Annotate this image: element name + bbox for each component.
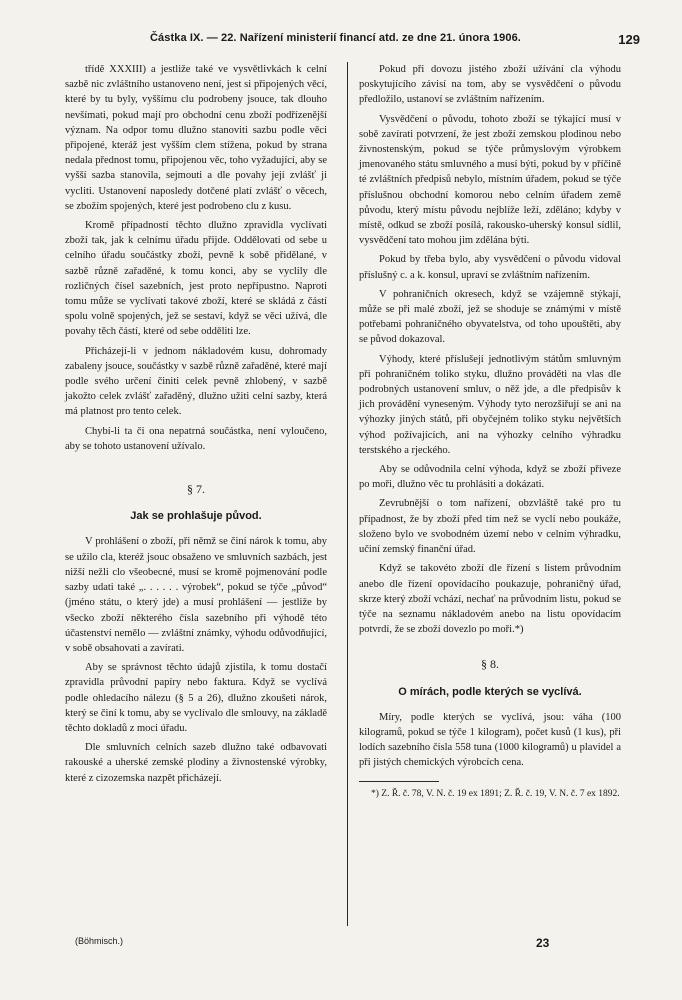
paragraph: Pokud při dovozu jistého zboží užívání cla výhodu poskytujícího závisí na tom, aby se vysvědčení o původu předložilo, ustanoví se zvláštním nařízením. xyxy=(359,64,621,106)
paragraph: třídě XXXIII) a jestliže také ve vysvětlivkách k celní sazbě nic zvláštního ustanoveno není, jest si připojených věcí, které by tu byly, vyššímu clu podrobeny jsouce, tak dlouho nevšímati, pokud mají pro obchodní cenu zboží podřízenější význam. Na odpor tomu dlužno stanoviti sazbu podle věci připojené, kteráž jest vyšším clem stížena, pokud by strana nedala přednost tomu, připojenou věc, toho vyžadující, aby se vyšší sazba stanovila, sejmouti a dle povahy její zvlášť ji vycliti. Ustanovení naposledy dotčené platí zvlášť o věcech, se zbožím spojených, které jest podrobeno clu z kusu. xyxy=(65,64,327,212)
section-title: Jak se prohlašuje původ. xyxy=(130,510,262,523)
paragraph: V pohraničních okresech, když se vzájemně stýkají, může se při malé zboží, jež se shoduje se známými v místě potřebami pohraničného obyvatelstva, od toho upouštěti, aby se původ dokazoval. xyxy=(359,288,621,346)
section-number: § 7. xyxy=(187,482,205,497)
paragraph: Aby se odůvodnila celní výhoda, když se zboží přiveze po moři, dlužno věc tu prohlásiti a dokázati. xyxy=(359,464,621,491)
footnote: *) Z. Ř. č. 78, V. N. č. 19 ex 1891; Z. Ř. č. 19, V. N. č. 7 ex 1892. xyxy=(371,788,620,799)
paragraph: Chybí-li ta či ona nepatrná součástka, není vyloučeno, aby se tohoto ustanovení užívalo. xyxy=(65,425,327,452)
paragraph: V prohlášení o zboží, při němž se činí nárok k tomu, aby se užilo cla, kteréž jsouc obsaženo ve smluvních sazbách, jest nižší nežli clo všeobecné, musí se kromě pojmenování podle sazby udati také „. . . . . . výrobek“, pokud se týče „původ“ (jméno státu, o který jde) a musí prohlášení — jestliže by všecko zboží některého čísla sazebního při výhodě této účastenství nemělo — zvláštní známky, výhodu odůvodňující, v sobě obsahovati a zavírati. xyxy=(65,536,327,654)
page-number: 129 xyxy=(618,32,640,47)
paragraph: Když se takovéto zboží dle řízení s listem průvodním anebo dle řízení opovídacího poukazuje, pohraničný úřad, skrze který zboží vchází, nechať na průvodním listu, pokud se týče na seznamu nákladovém anebo na listu opovídacím potvrdí, že se zboží dovezlo po moři.*) xyxy=(359,563,621,636)
paragraph: Výhody, které příslušejí jednotlivým státům smluvným při pohraničném toliko styku, dlužno prováděti na vlas dle podrobných ustanovení smluv, o něž jde, a dle předpisův k jich provádění vyneseným. Výhody tyto nerozšiřují se ani na výhozky jiných států, při obyčejném toliko styku největších výhod požívajících, ani na výhozky celního výhradku terstského a rjeckého. xyxy=(359,353,621,456)
paragraph: Přicházejí-li v jednom nákladovém kusu, dohromady zabaleny jsouce, součástky v sazbě různě zařaděné, které mají podle svého určení činiti celek pevně zhlobený, v sazbě jakožto celek zvlášť zařaděný, dlužno užiti celní sazby, která má platnost pro tento celek. xyxy=(65,345,327,418)
signature-mark: 23 xyxy=(536,936,550,950)
footnote-divider xyxy=(359,781,439,782)
paragraph: Vysvědčení o původu, tohoto zboží se týkající musí v sobě zavírati potvrzení, že jest zboží zemskou plodinou nebo živnostenským, pokud se týče průmyslovým výrobkem jmenovaného státu smluvného a musí býti, pokud by v příčině té zvláštních předpisů nebylo, místním úřadem, pokud se týče příslušnou obchodní komorou nebo celním úřadem země původu, který místu původu nejblíže leží, zděláno; kdyby v místě, odkud se zboží posílá, rakousko-uherský konsul sídlil, vysvědčení tato mohou jim zdělána býti. xyxy=(359,113,621,247)
right-column xyxy=(359,62,621,801)
column-divider xyxy=(347,62,348,926)
section-number: § 8. xyxy=(481,657,499,672)
paragraph: Dle smluvních celních sazeb dlužno také odbavovati rakouské a uherské zemské plodiny a živnostenské výrobky, které z cizozemska nazpět přicházejí. xyxy=(65,742,327,784)
printer-mark: (Böhmisch.) xyxy=(75,936,124,946)
section-title: O mírách, podle kterých se vyclívá. xyxy=(398,685,582,698)
paragraph: Zevrubnější o tom nařízení, obzvláště také pro tu případnost, že by zboží před tím než se vyclí nebo poukáže, složeno bylo ve svobodném území nebo v celním výhradku, učiní zemský finanční úřad. xyxy=(359,498,621,556)
paragraph: Pokud by třeba bylo, aby vysvědčení o původu vidoval příslušný c. a k. konsul, upraví se zvláštním nařízením. xyxy=(359,254,621,281)
left-column xyxy=(65,62,327,790)
running-header: Částka IX. — 22. Nařízení ministerií financí atd. ze dne 21. února 1906. xyxy=(150,32,521,44)
paragraph: Aby se správnost těchto údajů zjistila, k tomu dostačí zpravidla průvodní papíry nebo faktura. Když se vyclívá podle ohledacího nálezu (§ 5 a 26), dlužno zkoušeti nárok, který se činí k tomu, aby se vyclívalo dle smlouvy, na základě těchto dokladů z moci úřadu. xyxy=(65,662,327,734)
paragraph: Kromě případností těchto dlužno zpravidla vyclívati zboží tak, jak k celnímu úřadu přijde. Oddělovati od sebe u celního úřadu součástky zboží, pevně k sobě přidělané, v sazbě různě zařaděné, k tomu konci, aby se vyclily dle rozličných čísel sazebních, jest proto nepřípustno. Naproti tomu může se vyclívati takové zboží, které se skládá z částí spolu volně spojených, jež se sestaví, když se věci užívá, dle povahy těch částí, které od sebe odděliti lze. xyxy=(65,220,327,338)
paragraph: Míry, podle kterých se vyclívá, jsou: váha (100 kilogramů, pokud se týče 1 kilogram), počet kusů (1 kus), při lodích sazebního čísla 558 tuna (1000 kilogramů) u plavidel a při jistých chemických výrobcích cena. xyxy=(359,711,621,769)
